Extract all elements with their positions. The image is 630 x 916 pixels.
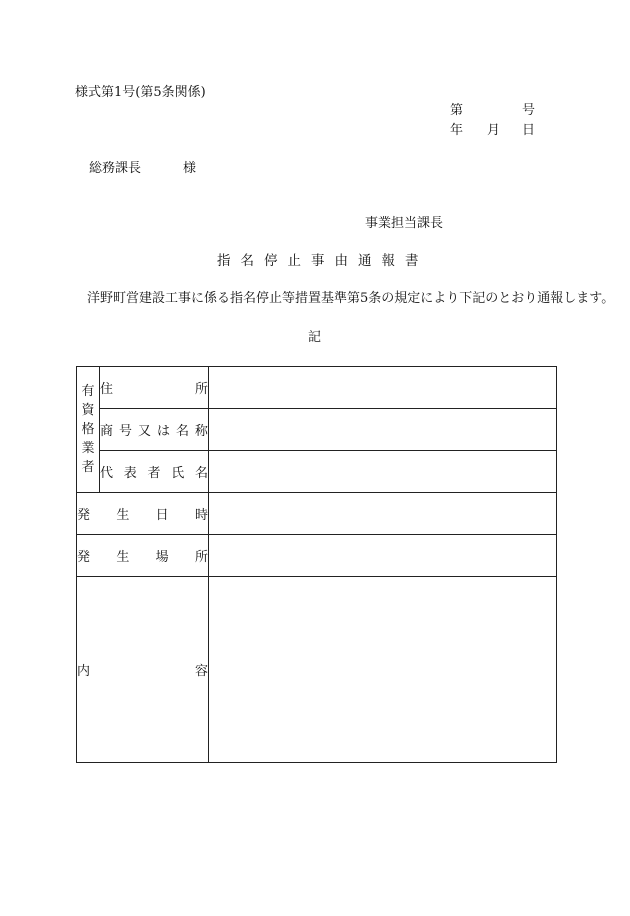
content-field[interactable]	[209, 577, 557, 763]
report-table	[76, 366, 557, 763]
number-suffix: 号	[522, 103, 536, 118]
addressee: 総務課長	[89, 161, 142, 176]
form-id: 様式第1号(第5条関係)	[75, 85, 206, 100]
body-text: 洋野町営建設工事に係る指名停止等措置基準第5条の規定により下記のとおり通報します。	[87, 291, 615, 306]
occurrence-date-field[interactable]	[209, 493, 557, 535]
company-name-field[interactable]	[209, 409, 557, 451]
date-day: 日	[522, 123, 536, 138]
number-prefix: 第	[450, 103, 464, 118]
occurrence-place-label: 発 生 場 所	[77, 535, 209, 577]
occurrence-date-label: 発 生 日 時	[77, 493, 209, 535]
representative-label: 代 表 者 氏 名	[100, 451, 209, 493]
content-label: 内 容	[77, 577, 209, 763]
date-month: 月	[487, 123, 501, 138]
qualified-contractor-label: 有 資 格 業 者	[77, 367, 100, 493]
address-field[interactable]	[209, 367, 557, 409]
ki-label: 記	[308, 330, 322, 345]
date-year: 年	[450, 123, 464, 138]
sender: 事業担当課長	[365, 216, 444, 231]
document-title: 指名停止事由通報書	[217, 253, 429, 269]
occurrence-place-field[interactable]	[209, 535, 557, 577]
address-label: 住 所	[100, 367, 209, 409]
company-name-label: 商 号 又 は 名 称	[100, 409, 209, 451]
honorific: 様	[183, 161, 197, 176]
representative-field[interactable]	[209, 451, 557, 493]
